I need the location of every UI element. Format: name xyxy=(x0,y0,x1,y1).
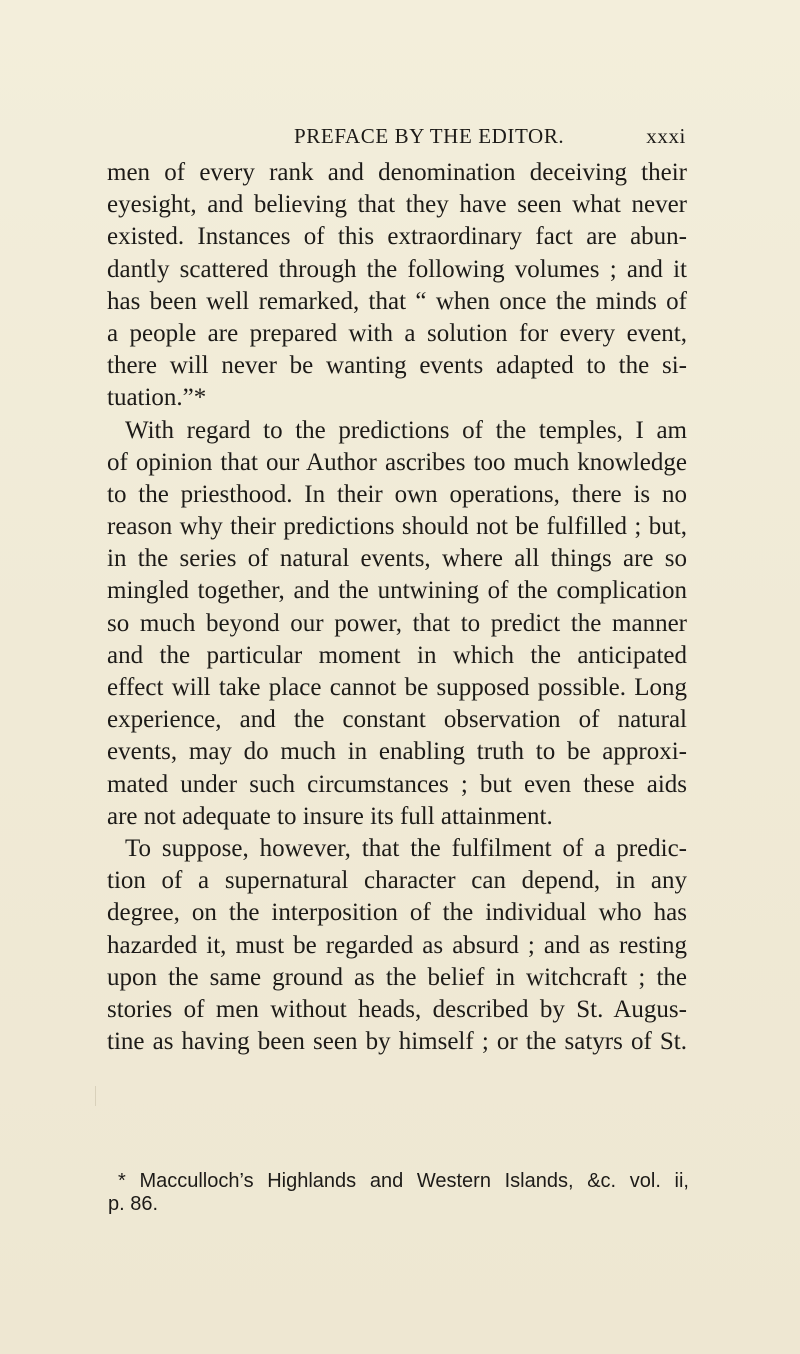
text-line: mingled together, and the untwining of the complication xyxy=(107,577,687,605)
footnote xyxy=(108,1170,689,1216)
text-line: tuation.”* xyxy=(107,384,207,412)
text-line: hazarded it, must be regarded as absurd ; and as resting xyxy=(107,931,687,959)
text-line: and the particular moment in which the anticipated xyxy=(107,641,687,669)
text-line: experience, and the constant observation of natural xyxy=(107,706,687,734)
text-line: a people are prepared with a solution for every event, xyxy=(107,319,687,347)
text-line: reason why their predictions should not be fulfilled ; but, xyxy=(107,513,687,541)
text-line: degree, on the interposition of the individual who has xyxy=(107,899,687,927)
text-line: tion of a supernatural character can depend, in any xyxy=(107,867,687,895)
text-line: so much beyond our power, that to predict the manner xyxy=(107,609,687,637)
text-line: existed. Instances of this extraordinary fact are abun- xyxy=(107,223,687,251)
text-line: stories of men without heads, described by St. Augus- xyxy=(107,995,687,1023)
running-head-title: PREFACE BY THE EDITOR. xyxy=(294,124,565,148)
margin-mark xyxy=(95,1086,96,1106)
body-text xyxy=(107,157,687,1058)
footnote-line: * Macculloch’s Highlands and Western Islands, &c. vol. ii, xyxy=(118,1170,689,1192)
text-line: effect will take place cannot be supposed possible. Long xyxy=(107,674,687,701)
text-line: are not adequate to insure its full attainment. xyxy=(107,802,553,830)
text-line: events, may do much in enabling truth to be approxi- xyxy=(107,738,687,766)
text-line: To suppose, however, that the fulfilment of a predic- xyxy=(125,834,687,862)
running-head xyxy=(294,124,686,149)
text-line: in the series of natural events, where all things are so xyxy=(107,545,687,573)
text-line: to the priesthood. In their own operations, there is no xyxy=(107,480,687,508)
text-line: there will never be wanting events adapted to the si- xyxy=(107,352,687,380)
text-line: of opinion that our Author ascribes too much knowledge xyxy=(107,448,687,476)
text-line: eyesight, and believing that they have seen what never xyxy=(107,191,687,219)
text-line: dantly scattered through the following volumes ; and it xyxy=(107,255,687,283)
footnote-line: p. 86. xyxy=(108,1193,159,1215)
page-number: xxxi xyxy=(646,124,686,148)
text-line: mated under such circumstances ; but even these aids xyxy=(107,770,687,798)
text-line: With regard to the predictions of the temples, I am xyxy=(125,416,687,444)
text-line: has been well remarked, that “ when once the minds of xyxy=(107,287,687,315)
text-line: upon the same ground as the belief in witchcraft ; the xyxy=(107,963,687,991)
text-line: tine as having been seen by himself ; or the satyrs of St. xyxy=(107,1028,687,1056)
text-line: men of every rank and denomination deceiving their xyxy=(107,159,687,186)
